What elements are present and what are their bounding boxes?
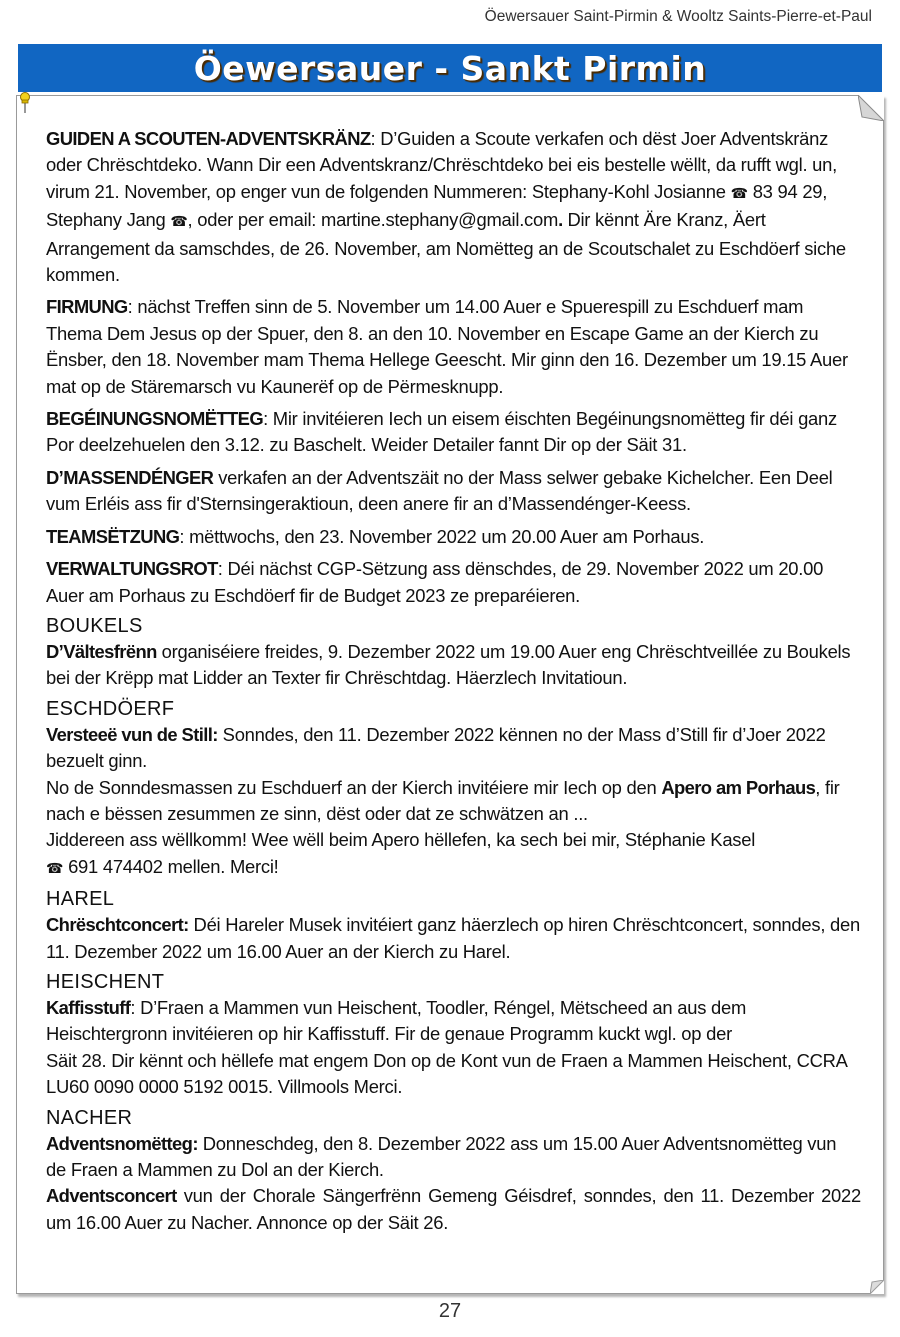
notice-heading: BEGÉINUNGSNOMËTTEG [46, 408, 264, 430]
page-number: 27 [438, 1300, 462, 1322]
notice-apero-help: Jiddereen ass wëllkomm! Wee wëll beim Apero hëllefen, ka sech bei mir, Stéphanie Kasel ☎ 691 474402 mellen. Merci! [46, 829, 756, 877]
page-curl-bottom-icon [870, 1280, 884, 1294]
notice-adventsnomettEg: Adventsnomëtteg: Donneschdeg, den 8. Dezember 2022 ass um 15.00 Auer Adventsnomëtteg vun de Fraen a Mammen zu Dol an der Kierch. [46, 1132, 837, 1180]
section-heading-harel: HAREL [46, 888, 115, 911]
notice-heading: Adventsconcert [46, 1185, 177, 1207]
notice-heading: Versteeë vun de Still: [46, 723, 218, 745]
notice-massendenger: D’MASSENDÉNGER verkafen an der Adventszäit no der Mass selwer gebake Kichelcher. Een Deel vum Erléis ass fir d'Sternsingeraktioun, deen anere fir an d’Massendénger-Keess. [46, 466, 833, 515]
notice-guiden: GUIDEN A SCOUTEN-ADVENTSKRÄNZ: D’Guiden a Scoute verkafen och dëst Joer Adventskränz oder Chrëschtdeko. Wann Dir een Adventskranz/Chrëschtdeko bei eis bestelle wëllt, da rufft wgl. un, virum 21. November, op enger vun de folgenden Nummeren: Stephany-Kohl Josianne ☎ 83 94 29, Stephany Jang ☎, oder per email: martine.stephany@gmail.com. Dir kënnt Äre Kranz, Äert Arrangement da samschdes, de 26. November, am Nomëtteg an de Scoutschalet zu Eschdöerf siche kommen. [46, 128, 846, 286]
notice-apero: No de Sonndesmassen zu Eschduerf an der Kierch invitéiere mir Iech op den Apero am Porhaus, fir nach e bëssen zesummen ze sinn, dëst oder dat ze schwätzen an ... [46, 776, 840, 824]
notice-teamsetzung: TEAMSËTZUNG: mëttwochs, den 23. November 2022 um 20.00 Auer am Porhaus. [46, 525, 705, 547]
running-header: Öewersauer Saint-Pirmin & Wooltz Saints-Pierre-et-Paul [484, 8, 872, 25]
notice-still: Versteeë vun de Still: Sonndes, den 11. Dezember 2022 kënnen no der Mass d’Still fir d’Joer 2022 bezuelt ginn. [46, 723, 826, 772]
notice-boukels: D’Vältesfrënn organiséiere freides, 9. Dezember 2022 um 19.00 Auer eng Chrëschtveillée zu Boukels bei der Krëpp mat Lidder an Texter fir Chrëschtdag. Häerzlech Invitatioun. [46, 640, 851, 689]
phone-icon: ☎ [730, 185, 748, 202]
section-heading-heischent: HEISCHENT [46, 970, 165, 993]
notice-content [46, 126, 861, 1236]
notice-heading: TEAMSËTZUNG [46, 525, 180, 547]
phone-icon: ☎ [46, 860, 64, 877]
title-banner [18, 44, 882, 92]
notice-panel [16, 95, 884, 1294]
notice-heading: Kaffisstuff [46, 996, 131, 1018]
notice-heading: GUIDEN A SCOUTEN-ADVENTSKRÄNZ [46, 128, 371, 149]
notice-verwaltungsrot: VERWALTUNGSROT: Déi nächst CGP-Sëtzung ass dënschdes, de 29. November 2022 um 20.00 Auer am Porhaus zu Eschdöerf fir de Budget 2023 ze preparéieren. [46, 558, 824, 606]
page-title: Öewersauer - Sankt Pirmin [193, 48, 707, 88]
section-heading-eschdoerf: ESCHDÖERF [46, 697, 175, 720]
notice-begeinung: BEGÉINUNGSNOMËTTEG: Mir invitéieren Iech un eisem éischten Begéinungsnomëtteg fir déi ganz Por deelzehuelen den 3.12. zu Baschelt. Weider Detailer fannt Dir op der Säit 31. [46, 408, 837, 456]
section-heading-nacher: NACHER [46, 1106, 133, 1129]
section-heading-boukels: BOUKELS [46, 614, 143, 637]
notice-heading: VERWALTUNGSROT [46, 558, 218, 580]
notice-heischent: Kaffisstuff: D’Fraen a Mammen vun Heischent, Toodler, Réngel, Mëtscheed an aus dem Heischtergronn invitéieren op hir Kaffisstuff. Fir de genaue Programm kuckt wgl. op der Säit 28. Dir kënnt och hëllefe mat engem Don op de Kont vun de Fraen a Mammen Heischent, CCRA LU60 0090 0000 5192 0015. Villmools Merci. [46, 996, 847, 1098]
pushpin-icon [19, 92, 31, 114]
notice-heading: D’Vältesfrënn [46, 640, 157, 662]
notice-firmung: FIRMUNG: nächst Treffen sinn de 5. November um 14.00 Auer e Spuerespill zu Eschduerf mam Thema Dem Jesus op der Spuer, den 8. an den 10. November en Escape Game an der Kierch zu Ënsber, den 18. November mam Thema Hellege Geescht. Mir ginn den 16. Dezember um 19.15 Auer mat op de Stäremarsch vu Kaunerëf op de Përmesknupp. [46, 296, 848, 397]
page-curl-icon [858, 95, 884, 121]
notice-heading: Adventsnomëtteg: [46, 1132, 198, 1154]
notice-adventsconcert: Adventsconcert vun der Chorale Sängerfrënn Gemeng Géisdref, sonndes, den 11. Dezember 2022 um 16.00 Auer zu Nacher. Annonce op der Säit 26. [46, 1185, 861, 1233]
notice-harel: Chrëschtconcert: Déi Hareler Musek invitéiert ganz häerzlech op hiren Chrëschtconcert, sonndes, den 11. Dezember 2022 um 16.00 Auer an der Kierch zu Harel. [46, 914, 860, 962]
notice-heading: FIRMUNG [46, 296, 128, 318]
phone-icon: ☎ [170, 214, 188, 231]
notice-heading: D’MASSENDÉNGER [46, 466, 214, 488]
notice-heading: Chrëschtconcert: [46, 914, 189, 936]
